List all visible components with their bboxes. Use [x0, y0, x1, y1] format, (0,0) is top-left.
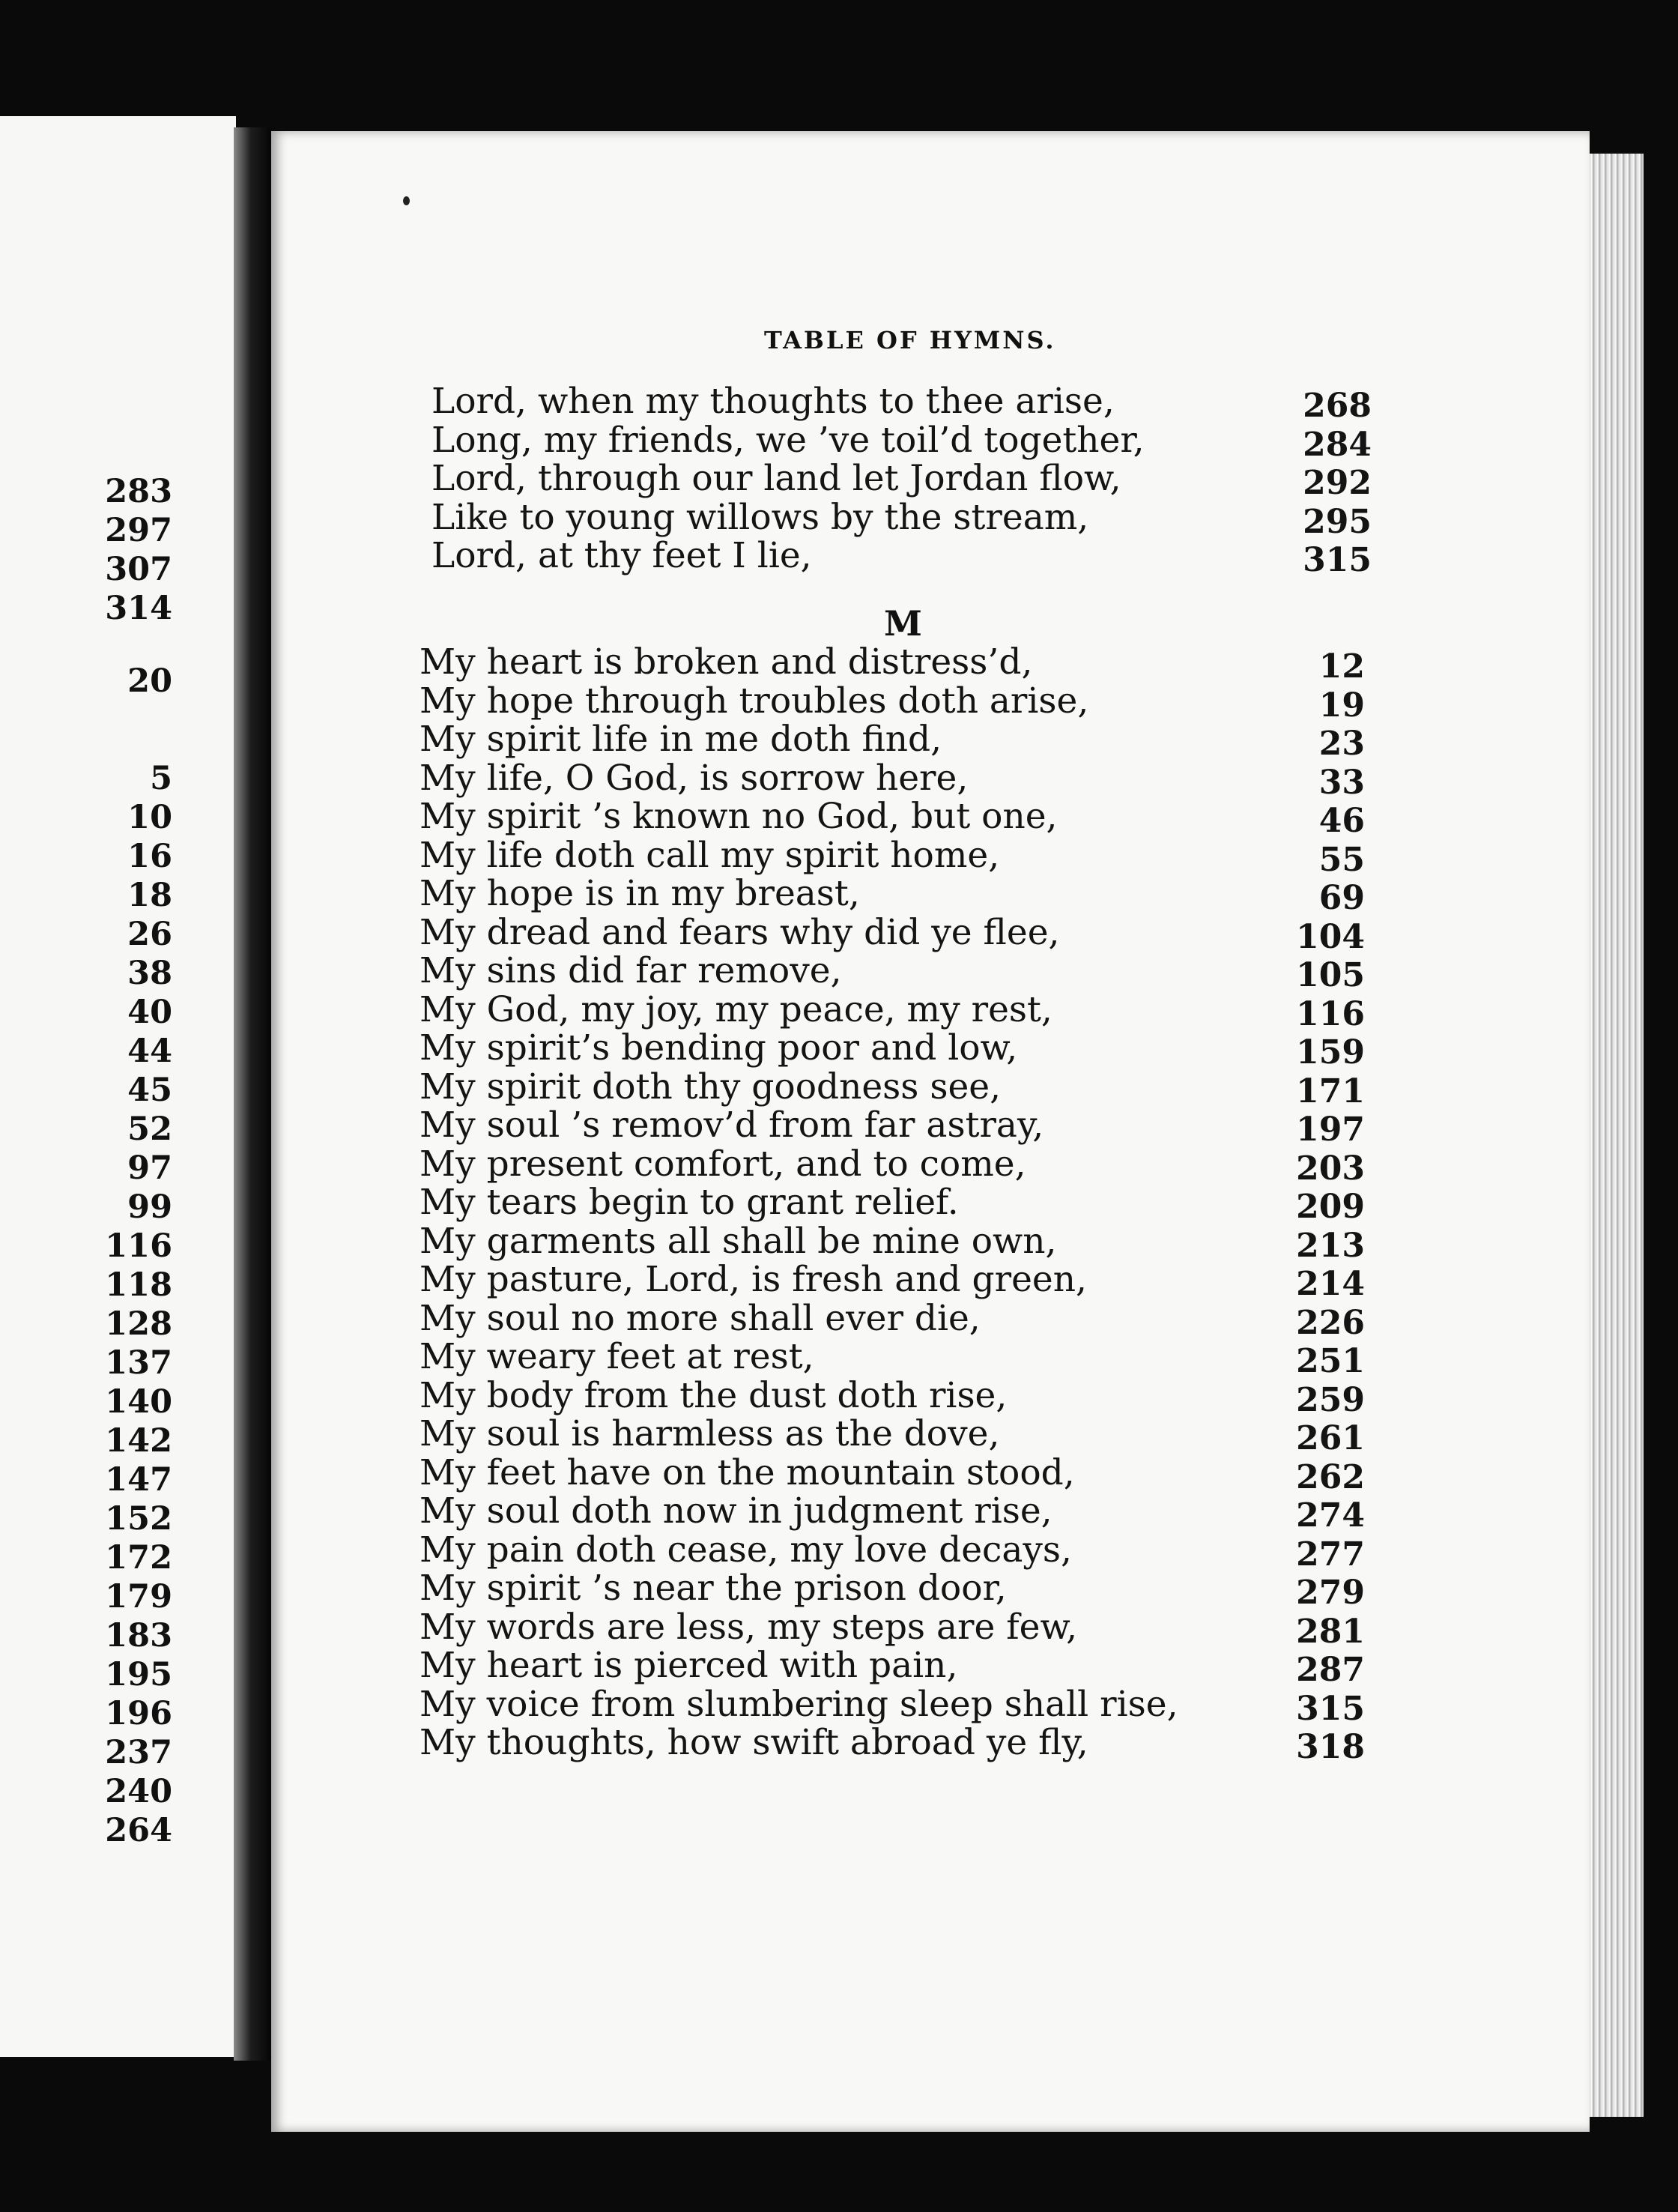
book-gutter	[234, 127, 271, 2061]
hymn-number: 295	[1303, 502, 1372, 541]
left-page-number: 307	[105, 551, 172, 588]
index-entry	[420, 796, 1365, 840]
index-entry	[420, 1027, 1365, 1072]
left-page-number: 5	[150, 760, 172, 797]
left-page-number: 195	[105, 1656, 172, 1693]
index-entry	[420, 1220, 1365, 1265]
index-entry	[431, 496, 1372, 541]
index-entry	[420, 1143, 1365, 1188]
hymn-first-line: Like to young willows by the stream,	[431, 496, 1089, 538]
hymn-number: 287	[1296, 1651, 1365, 1689]
index-entry	[420, 1722, 1365, 1766]
hymn-number: 213	[1296, 1226, 1365, 1265]
left-page-number: 172	[105, 1539, 172, 1577]
index-entry	[420, 719, 1365, 763]
index-entry	[420, 1490, 1365, 1535]
left-page-number: 128	[105, 1305, 172, 1343]
left-page-number: 38	[127, 955, 172, 992]
hymn-number: 171	[1296, 1072, 1365, 1110]
left-page-number: 10	[127, 799, 172, 836]
hymn-first-line: My feet have on the mountain stood,	[420, 1451, 1075, 1493]
hymn-number: 33	[1318, 763, 1365, 802]
hymn-number: 268	[1303, 387, 1372, 425]
left-page-number: 26	[127, 916, 172, 953]
hymn-number: 251	[1296, 1342, 1365, 1380]
section-letter: M	[884, 603, 922, 644]
left-page-number: 237	[105, 1734, 172, 1771]
index-entry	[431, 419, 1372, 464]
index-entry	[420, 1645, 1365, 1689]
left-page-number: 179	[105, 1578, 172, 1616]
index-entry	[431, 535, 1372, 579]
index-entry	[420, 1259, 1365, 1303]
hymn-first-line: My God, my joy, my peace, my rest,	[420, 988, 1052, 1030]
hymn-first-line: My sins did far remove,	[420, 950, 842, 991]
index-entry	[420, 1451, 1365, 1496]
left-page-number: 142	[105, 1422, 172, 1460]
hymn-number: 292	[1303, 464, 1372, 502]
left-page-number: 44	[127, 1033, 172, 1070]
index-entry	[420, 1374, 1365, 1419]
index-entry	[420, 1606, 1365, 1651]
index-entry	[420, 1066, 1365, 1110]
hymn-first-line: My hope is in my breast,	[420, 873, 860, 914]
hymn-number: 261	[1296, 1419, 1365, 1457]
index-entry	[420, 1683, 1365, 1728]
hymn-number: 69	[1318, 879, 1365, 917]
hymn-first-line: My dread and fears why did ye flee,	[420, 911, 1060, 953]
hymn-first-line: My voice from slumbering sleep shall rise,	[420, 1683, 1178, 1725]
hymn-number: 284	[1303, 425, 1372, 464]
hymn-first-line: My soul is harmless as the dove,	[420, 1413, 1000, 1454]
left-page-number: 118	[105, 1266, 172, 1304]
hymn-number: 214	[1296, 1265, 1365, 1303]
running-head: TABLE OF HYMNS.	[764, 326, 1056, 354]
left-page-number: 52	[127, 1110, 172, 1148]
left-page-number: 240	[105, 1773, 172, 1810]
left-page-number: 152	[105, 1500, 172, 1538]
hymn-number: 159	[1296, 1033, 1365, 1072]
index-entry	[420, 1297, 1365, 1342]
index-entry	[420, 1413, 1365, 1457]
left-page-number: 16	[127, 838, 172, 875]
left-page-number: 314	[105, 590, 172, 627]
index-entry	[420, 1105, 1365, 1149]
hymn-first-line: Long, my friends, we ’ve toil’d together,	[431, 419, 1145, 461]
left-page-number: 97	[127, 1149, 172, 1187]
hymn-first-line: Lord, at thy feet I lie,	[431, 535, 812, 576]
left-page-number: 264	[105, 1812, 172, 1849]
index-entry	[420, 1529, 1365, 1574]
hymn-number: 274	[1296, 1496, 1365, 1535]
hymn-number: 318	[1296, 1728, 1365, 1766]
hymn-number: 279	[1296, 1574, 1365, 1612]
hymn-first-line: My words are less, my steps are few,	[420, 1606, 1078, 1648]
hymn-first-line: My garments all shall be mine own,	[420, 1220, 1057, 1262]
hymn-number: 281	[1296, 1612, 1365, 1651]
index-entry	[420, 1182, 1365, 1226]
hymn-first-line: Lord, when my thoughts to thee arise,	[431, 381, 1115, 422]
index-entry	[420, 834, 1365, 879]
hymn-first-line: My soul doth now in judgment rise,	[420, 1490, 1052, 1532]
index-entry	[420, 641, 1365, 686]
index-entry	[420, 873, 1365, 917]
hymn-number: 105	[1296, 956, 1365, 994]
index-entry	[420, 950, 1365, 994]
left-page-number: 99	[127, 1188, 172, 1226]
left-page-number: 116	[105, 1227, 172, 1265]
left-page-number: 137	[105, 1344, 172, 1382]
left-page-number: 18	[127, 877, 172, 914]
hymn-first-line: My hope through troubles doth arise,	[420, 680, 1089, 722]
hymn-first-line: My spirit life in me doth find,	[420, 719, 942, 760]
index-entry	[420, 988, 1365, 1033]
hymn-first-line: My pasture, Lord, is fresh and green,	[420, 1259, 1087, 1300]
hymn-first-line: My pain doth cease, my love decays,	[420, 1529, 1072, 1571]
hymn-first-line: My soul no more shall ever die,	[420, 1297, 981, 1339]
index-entry	[420, 680, 1365, 725]
hymn-number: 23	[1318, 725, 1365, 763]
left-page-number: 140	[105, 1383, 172, 1421]
index-entry	[420, 911, 1365, 956]
hymn-number: 104	[1296, 917, 1365, 956]
index-entry	[431, 458, 1372, 502]
hymn-first-line: My present comfort, and to come,	[420, 1143, 1026, 1185]
hymn-index-l	[431, 381, 1372, 579]
hymn-first-line: My body from the dust doth rise,	[420, 1374, 1008, 1416]
hymn-first-line: My spirit doth thy goodness see,	[420, 1066, 1002, 1107]
hymn-first-line: My life doth call my spirit home,	[420, 834, 1000, 876]
hymn-number: 209	[1296, 1188, 1365, 1226]
hymn-first-line: My soul ’s remov’d from far astray,	[420, 1105, 1044, 1146]
ink-speck	[403, 196, 410, 205]
hymn-first-line: Lord, through our land let Jordan flow,	[431, 458, 1121, 499]
left-page-number: 297	[105, 512, 172, 549]
hymn-number: 12	[1318, 647, 1365, 686]
left-page-number-column	[90, 472, 172, 1850]
hymn-number: 116	[1296, 994, 1365, 1033]
hymn-number: 262	[1296, 1457, 1365, 1496]
hymn-first-line: My heart is broken and distress’d,	[420, 641, 1033, 683]
hymn-number: 315	[1303, 541, 1372, 579]
hymn-number: 46	[1318, 802, 1365, 840]
page-edges	[1590, 154, 1644, 2117]
hymn-number: 259	[1296, 1380, 1365, 1419]
hymn-first-line: My spirit ’s near the prison door,	[420, 1568, 1007, 1609]
hymn-number: 55	[1318, 840, 1365, 879]
left-page-number: 183	[105, 1617, 172, 1655]
left-page-number: 45	[127, 1072, 172, 1109]
hymn-number: 277	[1296, 1535, 1365, 1574]
index-entry	[420, 757, 1365, 802]
left-page	[0, 116, 236, 2057]
left-page-number: 20	[127, 662, 172, 700]
hymn-index-m	[420, 641, 1365, 1766]
left-page-number: 283	[105, 473, 172, 510]
hymn-number: 226	[1296, 1303, 1365, 1342]
index-entry	[420, 1336, 1365, 1380]
left-page-number: 40	[127, 994, 172, 1031]
index-entry	[420, 1568, 1365, 1612]
left-page-number: 196	[105, 1695, 172, 1732]
hymn-number: 197	[1296, 1110, 1365, 1149]
hymn-first-line: My spirit ’s known no God, but one,	[420, 796, 1058, 837]
left-page-number: 147	[105, 1461, 172, 1499]
hymn-first-line: My heart is pierced with pain,	[420, 1645, 958, 1686]
hymn-number: 19	[1318, 686, 1365, 725]
hymn-first-line: My life, O God, is sorrow here,	[420, 757, 969, 799]
hymn-first-line: My spirit’s bending poor and low,	[420, 1027, 1018, 1069]
hymn-number: 203	[1296, 1149, 1365, 1188]
hymn-first-line: My weary feet at rest,	[420, 1336, 814, 1377]
hymn-first-line: My tears begin to grant relief.	[420, 1182, 959, 1223]
index-entry	[431, 381, 1372, 425]
hymn-number: 315	[1296, 1689, 1365, 1728]
hymn-first-line: My thoughts, how swift abroad ye fly,	[420, 1722, 1088, 1763]
